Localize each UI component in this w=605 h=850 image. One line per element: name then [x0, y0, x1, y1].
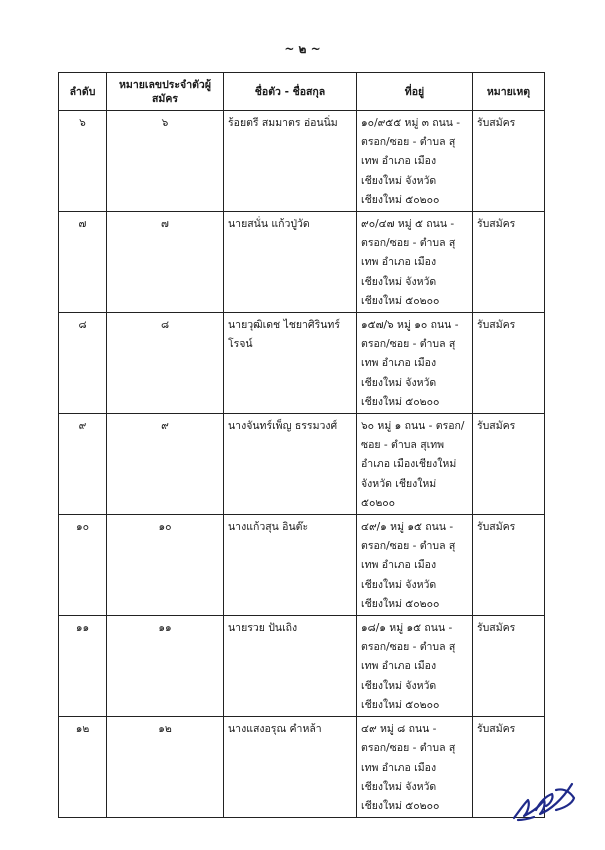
- header-order: ลำดับ: [59, 73, 107, 111]
- cell-name: นายสนั่น แก้วปู่วัด: [224, 212, 357, 313]
- cell-remark: รับสมัคร: [473, 111, 545, 212]
- header-name: ชื่อตัว - ชื่อสกุล: [224, 73, 357, 111]
- cell-id-number: ๘: [107, 313, 224, 414]
- header-id-number: หมายเลขประจำตัวผู้สมัคร: [107, 73, 224, 111]
- cell-address: ๔๙ หมู่ ๘ ถนน - ตรอก/ซอย - ตำบล สุเทพ อำเภอ เมืองเชียงใหม่ จังหวัด เชียงใหม่ ๕๐๒๐๐: [357, 717, 473, 818]
- cell-order: ๑๒: [59, 717, 107, 818]
- cell-order: ๑๐: [59, 515, 107, 616]
- cell-address: ๑๕๗/๖ หมู่ ๑๐ ถนน - ตรอก/ซอย - ตำบล สุเทพ อำเภอ เมืองเชียงใหม่ จังหวัด เชียงใหม่ ๕๐๒๐๐: [357, 313, 473, 414]
- cell-order: ๖: [59, 111, 107, 212]
- table-row: [59, 717, 545, 818]
- applicant-table: [58, 72, 545, 818]
- cell-order: ๙: [59, 414, 107, 515]
- cell-id-number: ๙: [107, 414, 224, 515]
- table-row: [59, 616, 545, 717]
- handwritten-signature: [506, 770, 586, 826]
- cell-name: นายวุฒิเดช ไชยาศิรินทร์โรจน์: [224, 313, 357, 414]
- cell-address: ๙๐/๔๗ หมู่ ๕ ถนน - ตรอก/ซอย - ตำบล สุเทพ อำเภอ เมืองเชียงใหม่ จังหวัด เชียงใหม่ ๕๐๒๐๐: [357, 212, 473, 313]
- cell-address: ๖๐ หมู่ ๑ ถนน - ตรอก/ซอย - ตำบล สุเทพ อำเภอ เมืองเชียงใหม่ จังหวัด เชียงใหม่ ๕๐๒๐๐: [357, 414, 473, 515]
- page-number: ~ ๒ ~: [284, 42, 321, 56]
- cell-name: นางแก้วสุน อินต๊ะ: [224, 515, 357, 616]
- table-row: [59, 313, 545, 414]
- cell-remark: รับสมัคร: [473, 212, 545, 313]
- table-row: [59, 212, 545, 313]
- cell-address: ๔๙/๑ หมู่ ๑๕ ถนน - ตรอก/ซอย - ตำบล สุเทพ อำเภอ เมืองเชียงใหม่ จังหวัด เชียงใหม่ ๕๐๒๐๐: [357, 515, 473, 616]
- table-header-row: [59, 73, 545, 111]
- table-row: [59, 515, 545, 616]
- cell-remark: รับสมัคร: [473, 515, 545, 616]
- header-remark: หมายเหตุ: [473, 73, 545, 111]
- cell-remark: รับสมัคร: [473, 616, 545, 717]
- header-address: ที่อยู่: [357, 73, 473, 111]
- table-row: [59, 111, 545, 212]
- table-row: [59, 414, 545, 515]
- cell-id-number: ๑๒: [107, 717, 224, 818]
- cell-id-number: ๑๑: [107, 616, 224, 717]
- cell-id-number: ๑๐: [107, 515, 224, 616]
- cell-order: ๘: [59, 313, 107, 414]
- cell-id-number: ๖: [107, 111, 224, 212]
- cell-address: ๑๘/๑ หมู่ ๑๕ ถนน - ตรอก/ซอย - ตำบล สุเทพ อำเภอ เมืองเชียงใหม่ จังหวัด เชียงใหม่ ๕๐๒๐๐: [357, 616, 473, 717]
- signature-strokes: [514, 784, 574, 820]
- cell-id-number: ๗: [107, 212, 224, 313]
- cell-name: นางจันทร์เพ็ญ ธรรมวงศ์: [224, 414, 357, 515]
- cell-remark: รับสมัคร: [473, 414, 545, 515]
- cell-order: ๗: [59, 212, 107, 313]
- cell-remark: รับสมัคร: [473, 313, 545, 414]
- cell-name: ร้อยตรี สมมาตร อ่อนนิ่ม: [224, 111, 357, 212]
- cell-remark: รับสมัคร: [473, 717, 545, 818]
- cell-order: ๑๑: [59, 616, 107, 717]
- cell-address: ๑๐/๙๕๕ หมู่ ๓ ถนน - ตรอก/ซอย - ตำบล สุเทพ อำเภอ เมืองเชียงใหม่ จังหวัด เชียงใหม่ ๕๐๒๐๐: [357, 111, 473, 212]
- cell-name: นายรวย ปันเถิง: [224, 616, 357, 717]
- cell-name: นางแสงอรุณ คำหล้า: [224, 717, 357, 818]
